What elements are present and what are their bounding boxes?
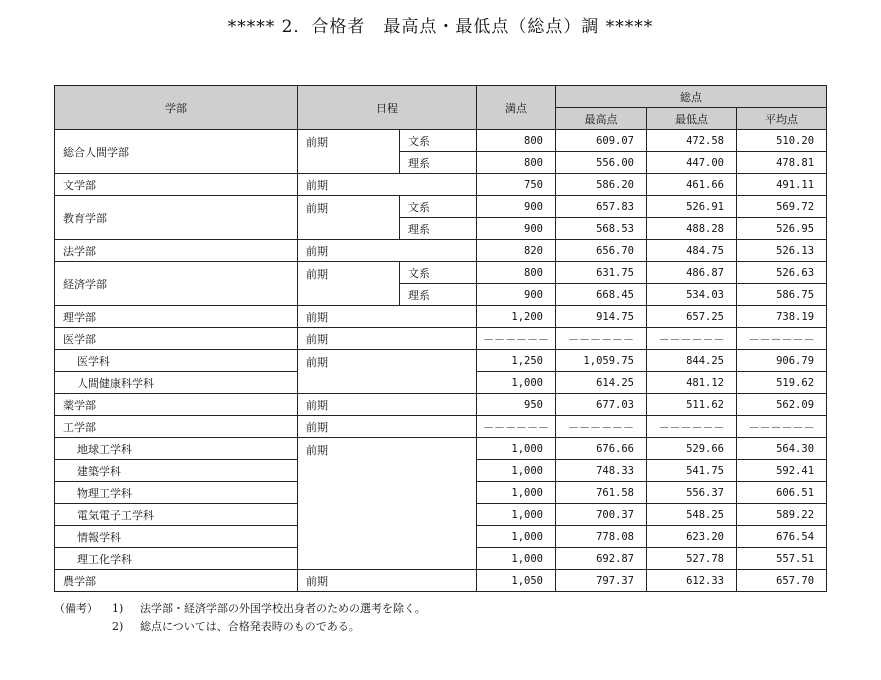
max-cell: 556.00 [556,152,647,174]
min-cell: 623.20 [647,526,737,548]
department-cell: 医学科 [55,350,298,372]
full-score-cell: 1,000 [477,526,556,548]
min-cell: －－－－－－ [647,328,737,350]
max-cell: 692.87 [556,548,647,570]
avg-cell: 606.51 [737,482,827,504]
faculty-cell: 理学部 [55,306,298,328]
schedule-cell: 前期 [298,350,477,394]
max-cell: 568.53 [556,218,647,240]
schedule-cell: 前期 [298,416,477,438]
note-line-1 [54,600,426,618]
full-score-cell: 950 [477,394,556,416]
table-row [55,306,827,328]
min-cell: 488.28 [647,218,737,240]
department-cell: 人間健康科学科 [55,372,298,394]
avg-cell: 491.11 [737,174,827,196]
note-line-2 [54,618,426,636]
schedule-cell: 前期 [298,394,477,416]
faculty-cell: 教育学部 [55,196,298,240]
max-cell: 748.33 [556,460,647,482]
full-score-cell: 1,250 [477,350,556,372]
min-cell: 844.25 [647,350,737,372]
min-cell: 612.33 [647,570,737,592]
type-cell: 理系 [400,284,477,306]
header-min: 最低点 [647,108,737,130]
full-score-cell: 1,000 [477,438,556,460]
type-cell: 文系 [400,196,477,218]
avg-cell: 738.19 [737,306,827,328]
faculty-cell: 文学部 [55,174,298,196]
full-score-cell: 1,000 [477,482,556,504]
min-cell: 511.62 [647,394,737,416]
min-cell: 529.66 [647,438,737,460]
min-cell: 527.78 [647,548,737,570]
schedule-cell: 前期 [298,174,477,196]
faculty-cell: 医学部 [55,328,298,350]
avg-cell: 526.63 [737,262,827,284]
faculty-cell: 工学部 [55,416,298,438]
min-cell: 526.91 [647,196,737,218]
header-full-score: 満点 [477,86,556,130]
full-score-cell: 800 [477,130,556,152]
notes [54,600,426,636]
avg-cell: 592.41 [737,460,827,482]
note-number: 1) [112,602,124,615]
avg-cell: 526.95 [737,218,827,240]
table-row [55,350,827,372]
notes-label: （備考） [54,602,98,615]
max-cell: 586.20 [556,174,647,196]
full-score-cell: 1,200 [477,306,556,328]
faculty-cell: 総合人間学部 [55,130,298,174]
min-cell: 481.12 [647,372,737,394]
note-text: 総点については、合格発表時のものである。 [140,620,360,633]
full-score-cell: 900 [477,218,556,240]
avg-cell: 519.62 [737,372,827,394]
type-cell: 文系 [400,262,477,284]
full-score-cell: 1,000 [477,372,556,394]
header-faculty: 学部 [55,86,298,130]
full-score-cell: 1,050 [477,570,556,592]
full-score-cell: 1,000 [477,548,556,570]
avg-cell: 564.30 [737,438,827,460]
full-score-cell: 900 [477,284,556,306]
avg-cell: 478.81 [737,152,827,174]
avg-cell: 557.51 [737,548,827,570]
department-cell: 情報学科 [55,526,298,548]
full-score-cell: 800 [477,152,556,174]
full-score-cell: －－－－－－ [477,416,556,438]
department-cell: 物理工学科 [55,482,298,504]
full-score-cell: 1,000 [477,504,556,526]
table-row [55,394,827,416]
note-text: 法学部・経済学部の外国学校出身者のための選考を除く。 [140,602,426,615]
schedule-cell: 前期 [298,240,477,262]
schedule-cell: 前期 [298,306,477,328]
min-cell: －－－－－－ [647,416,737,438]
department-cell: 理工化学科 [55,548,298,570]
department-cell: 電気電子工学科 [55,504,298,526]
schedule-cell: 前期 [298,130,400,174]
page-title: ***** 2．合格者 最高点・最低点（総点）調 ***** [227,17,654,37]
max-cell: 676.66 [556,438,647,460]
schedule-cell: 前期 [298,196,400,240]
min-cell: 461.66 [647,174,737,196]
full-score-cell: －－－－－－ [477,328,556,350]
faculty-cell: 農学部 [55,570,298,592]
schedule-cell: 前期 [298,328,477,350]
max-cell: 614.25 [556,372,647,394]
faculty-cell: 法学部 [55,240,298,262]
avg-cell: 526.13 [737,240,827,262]
max-cell: 677.03 [556,394,647,416]
table-row [55,262,827,284]
full-score-cell: 820 [477,240,556,262]
results-table [54,85,827,592]
avg-cell: 510.20 [737,130,827,152]
header-total: 総点 [556,86,827,108]
full-score-cell: 750 [477,174,556,196]
note-number: 2) [112,620,124,633]
min-cell: 447.00 [647,152,737,174]
max-cell: 609.07 [556,130,647,152]
avg-cell: 562.09 [737,394,827,416]
avg-cell: 589.22 [737,504,827,526]
schedule-cell: 前期 [298,570,477,592]
table-row [55,328,827,350]
min-cell: 484.75 [647,240,737,262]
max-cell: 700.37 [556,504,647,526]
table-row [55,174,827,196]
max-cell: －－－－－－ [556,416,647,438]
min-cell: 657.25 [647,306,737,328]
max-cell: 657.83 [556,196,647,218]
avg-cell: 657.70 [737,570,827,592]
max-cell: 778.08 [556,526,647,548]
min-cell: 534.03 [647,284,737,306]
header-max: 最高点 [556,108,647,130]
max-cell: 914.75 [556,306,647,328]
type-cell: 文系 [400,130,477,152]
full-score-cell: 800 [477,262,556,284]
avg-cell: －－－－－－ [737,416,827,438]
table-row [55,196,827,218]
min-cell: 548.25 [647,504,737,526]
faculty-cell: 薬学部 [55,394,298,416]
min-cell: 556.37 [647,482,737,504]
header-avg: 平均点 [737,108,827,130]
header-schedule: 日程 [298,86,477,130]
max-cell: 656.70 [556,240,647,262]
table-row [55,438,827,460]
avg-cell: －－－－－－ [737,328,827,350]
max-cell: 761.58 [556,482,647,504]
avg-cell: 586.75 [737,284,827,306]
type-cell: 理系 [400,152,477,174]
avg-cell: 569.72 [737,196,827,218]
table-row [55,240,827,262]
table-row [55,130,827,152]
max-cell: －－－－－－ [556,328,647,350]
min-cell: 486.87 [647,262,737,284]
max-cell: 1,059.75 [556,350,647,372]
avg-cell: 676.54 [737,526,827,548]
avg-cell: 906.79 [737,350,827,372]
min-cell: 472.58 [647,130,737,152]
schedule-cell: 前期 [298,438,477,570]
type-cell: 理系 [400,218,477,240]
table-row [55,570,827,592]
min-cell: 541.75 [647,460,737,482]
faculty-cell: 経済学部 [55,262,298,306]
department-cell: 建築学科 [55,460,298,482]
table-row [55,416,827,438]
max-cell: 668.45 [556,284,647,306]
max-cell: 797.37 [556,570,647,592]
full-score-cell: 900 [477,196,556,218]
max-cell: 631.75 [556,262,647,284]
schedule-cell: 前期 [298,262,400,306]
full-score-cell: 1,000 [477,460,556,482]
department-cell: 地球工学科 [55,438,298,460]
